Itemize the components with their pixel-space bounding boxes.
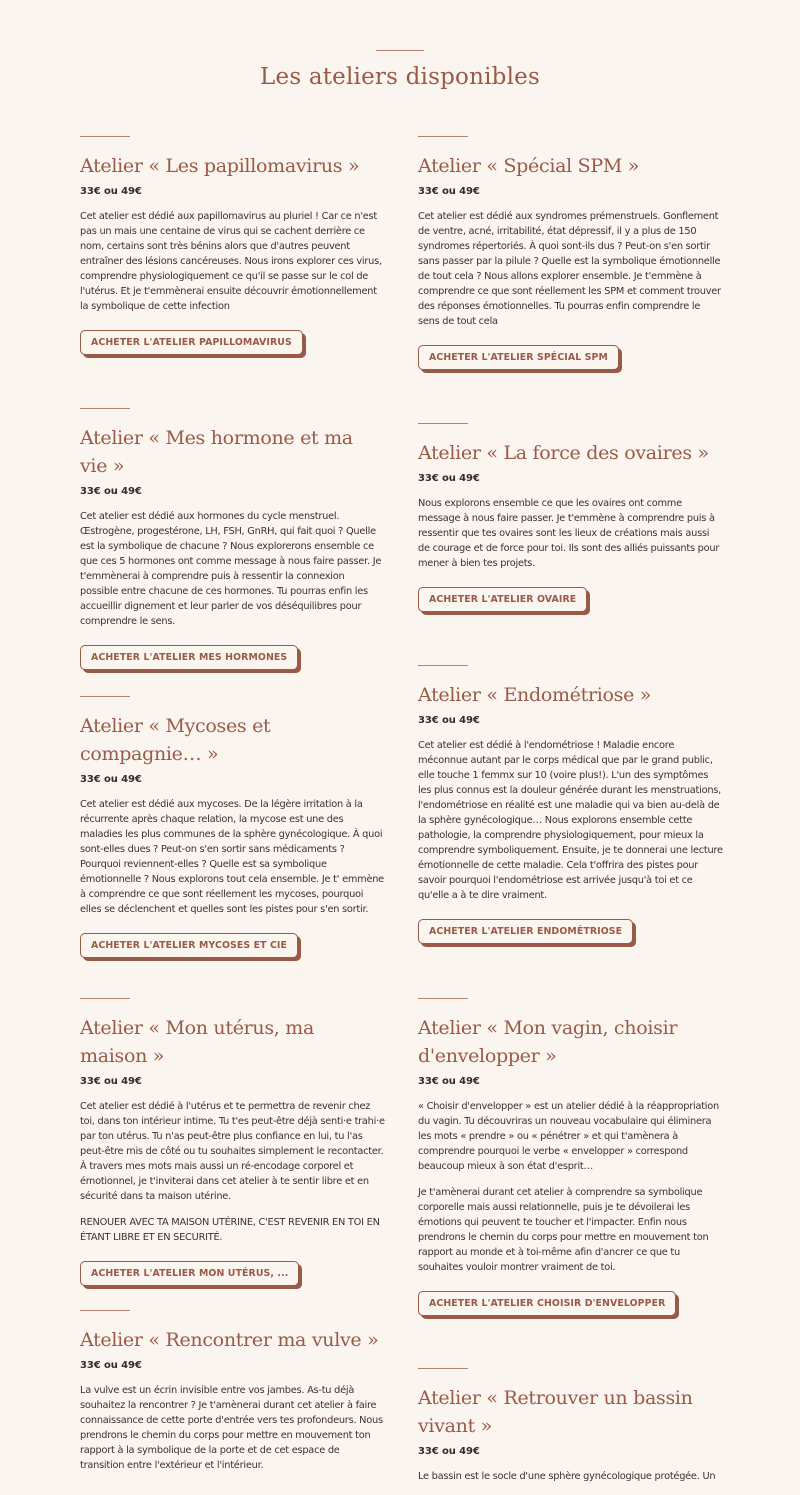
workshop-title: Atelier « Les papillomavirus » bbox=[80, 155, 360, 177]
buy-spm-button[interactable]: ACHETER L'ATELIER SPÉCIAL SPM bbox=[418, 345, 619, 370]
workshop-description: Cet atelier est dédié aux papillomavirus au pluriel ! Car ce n'est pas un mais une centaine de virus qui se cachent derrière ce nom, certains sont très bénins alors que d'autres peuvent entraîner des lésions cancéreuses. Nous irons explorer ces virus, comprendre physiologiquement ce qu'il se passe sur le col de l'utérus. Et je t'emmènerai ensuite découvrir émotionnellement la symbolique de cette infection bbox=[80, 211, 382, 312]
workshop-price: 33€ ou 49€ bbox=[80, 186, 142, 197]
workshop-title: Atelier « Mycoses et compagnie… » bbox=[80, 715, 271, 765]
workshop-price: 33€ ou 49€ bbox=[80, 486, 142, 497]
buy-uterus-button[interactable]: ACHETER L'ATELIER MON UTÉRUS, ... bbox=[80, 1261, 299, 1286]
workshop-price: 33€ ou 49€ bbox=[418, 1446, 480, 1457]
workshop-description-2: Je t'amènerai durant cet atelier à comprendre sa symbolique corporelle mais aussi relationnelle, puis je te dévoilerai les émotions qui peuvent te toucher et l'impacter. Enfin nous prendrons le chemin du corps pour mettre en mouvement ton rapport au monde et à toi-même afin d'ancrer ce que tu souhaites vouloir montrer vraiment de toi. bbox=[418, 1187, 709, 1273]
top-divider bbox=[376, 50, 424, 51]
card-divider bbox=[418, 136, 468, 137]
workshop-title: Atelier « Spécial SPM » bbox=[418, 155, 640, 177]
workshop-card-mycoses bbox=[80, 696, 385, 958]
workshop-price: 33€ ou 49€ bbox=[418, 1076, 480, 1087]
workshop-card-uterus bbox=[80, 998, 385, 1286]
workshop-card-vagin bbox=[418, 998, 723, 1316]
workshop-title: Atelier « La force des ovaires » bbox=[418, 442, 709, 464]
workshop-description: Cet atelier est dédié aux syndromes prémenstruels. Gonflement de ventre, acné, irritabilité, état dépressif, il y a plus de 150 syndromes répertoriés. À quoi sont-ils dus ? Peut-on s'en sortir sans passer par la pilule ? Quelle est la symbolique émotionnelle de tout cela ? Nous allons explorer ensemble. Je t'emmène à comprendre ce que sont réellement les SPM et comment trouver des réponses émotionnelles. Tu pourras enfin comprendre le sens de tout cela bbox=[418, 211, 721, 327]
workshop-card-papillomavirus bbox=[80, 136, 385, 355]
buy-endometriose-button[interactable]: ACHETER L'ATELIER ENDOMÉTRIOSE bbox=[418, 919, 633, 944]
workshop-card-hormones bbox=[80, 408, 385, 670]
card-divider bbox=[80, 696, 130, 697]
workshop-price: 33€ ou 49€ bbox=[80, 774, 142, 785]
workshop-description: Cet atelier est dédié à l'utérus et te permettra de revenir chez toi, dans ton intérieur intime. Tu t'es peut-être déjà senti·e trahi·e par ton utérus. Tu n'as peut-être plus confiance en lui, tu l'as peut-être mis de côté ou tu souhaites simplement le recontacter. À travers mes mots mais aussi un ré-encodage corporel et émotionnel, je t'inviterai dans cet atelier à te sentir libre et en sécurité dans ta maison utérine. bbox=[80, 1101, 385, 1202]
workshop-card-endometriose bbox=[418, 665, 723, 944]
workshop-title: Atelier « Mon vagin, choisir d'envelopper » bbox=[418, 1017, 678, 1067]
workshop-description: Le bassin est le socle d'une sphère gynécologique protégée. Un bbox=[418, 1471, 716, 1482]
workshop-card-ovaires bbox=[418, 423, 723, 612]
workshop-title: Atelier « Mon utérus, ma maison » bbox=[80, 1017, 315, 1067]
page-title: Les ateliers disponibles bbox=[260, 64, 540, 90]
card-divider bbox=[80, 998, 130, 999]
workshop-price: 33€ ou 49€ bbox=[80, 1360, 142, 1371]
workshop-price: 33€ ou 49€ bbox=[80, 1076, 142, 1087]
workshop-title: Atelier « Retrouver un bassin vivant » bbox=[418, 1387, 693, 1437]
workshop-price: 33€ ou 49€ bbox=[418, 186, 480, 197]
workshop-price: 33€ ou 49€ bbox=[418, 473, 480, 484]
workshop-card-spm bbox=[418, 136, 723, 370]
buy-ovaires-button[interactable]: ACHETER L'ATELIER OVAIRE bbox=[418, 587, 587, 612]
workshop-description: Nous explorons ensemble ce que les ovaires ont comme message à nous faire passer. Je t'emmène à comprendre puis à ressentir que tes ovaires sont les lieux de créations mais aussi de courage et de force pour toi. Ils sont des alliés puissants pour mener à bien tes projets. bbox=[418, 498, 720, 569]
workshop-description: Cet atelier est dédié aux mycoses. De la légère irritation à la récurrente après chaque relation, la mycose est une des maladies les plus communes de la sphère gynécologique. À quoi sont-elles dues ? Peut-on s'en sortir sans médicaments ? Pourquoi reviennent-elles ? Quelle est sa symbolique émotionnelle ? Nous explorons tout cela ensemble. Je t' emmène à comprendre ce que sont réellement les mycoses, pourquoi elles se déclenchent et quelles sont les pistes pour s'en sortir. bbox=[80, 799, 384, 915]
workshop-title: Atelier « Rencontrer ma vulve » bbox=[80, 1329, 379, 1351]
card-divider bbox=[418, 665, 468, 666]
buy-papillomavirus-button[interactable]: ACHETER L'ATELIER PAPILLOMAVIRUS bbox=[80, 330, 303, 355]
card-divider bbox=[80, 1310, 130, 1311]
card-divider bbox=[418, 1368, 468, 1369]
buy-vagin-button[interactable]: ACHETER L'ATELIER CHOISIR D'ENVELOPPER bbox=[418, 1291, 676, 1316]
workshop-card-bassin bbox=[418, 1368, 723, 1495]
card-divider bbox=[80, 136, 130, 137]
buy-mycoses-button[interactable]: ACHETER L'ATELIER MYCOSES ET CIE bbox=[80, 933, 298, 958]
workshop-description: « Choisir d'envelopper » est un atelier dédié à la réappropriation du vagin. Tu découvriras un nouveau vocabulaire qui éliminera les mots « prendre » ou « pénétrer » et qui t'amènera à comprendre pourquoi le verbe « envelopper » correspond beaucoup mieux à son état d'esprit… bbox=[418, 1101, 719, 1172]
card-divider bbox=[418, 423, 468, 424]
workshop-title: Atelier « Mes hormone et ma vie » bbox=[80, 427, 353, 477]
workshop-description: La vulve est un écrin invisible entre vos jambes. As-tu déjà souhaitez la rencontrer ? Je t'amènerai durant cet atelier à faire connaissance de cette porte d'entrée vers tes profondeurs. Nous prendrons le chemin du corps pour mettre en mouvement ton rapport à la symbolique de la porte et de cet espace de transition entre l'extérieur et l'intérieur. bbox=[80, 1385, 383, 1471]
workshop-title: Atelier « Endométriose » bbox=[418, 684, 652, 706]
workshop-description: Cet atelier est dédié aux hormones du cycle menstruel. Œstrogène, progestérone, LH, FSH, GnRH, qui fait quoi ? Quelle est la symbolique de chacune ? Nous explorerons ensemble ce que ces 5 hormones ont comme message à nous faire passer. Je t'emmènerai à comprendre puis à ressentir la connexion possible entre chacune de ces hormones. Tu pourras enfin les accueillir dignement et leur parler de vos déséquilibres pour comprendre le sens. bbox=[80, 511, 382, 627]
workshop-description: Cet atelier est dédié à l'endométriose ! Maladie encore méconnue autant par le corps médical que par le grand public, elle touche 1 femmx sur 10 (voire plus!). L'un des symptômes les plus connus est la douleur générée durant les menstruations, l'endométriose en réalité est une maladie qui va bien au-delà de la sphère gynécologique… Nous explorons ensemble cette pathologie, la comprendre physiologiquement, pour mieux la comprendre symboliquement. Ensuite, je te donnerai une lecture émotionnelle de cette maladie. Cela t'offrira des pistes pour savoir pourquoi l'endométriose est arrivée jusqu'à toi et ce qu'elle a à te dire vraiment. bbox=[418, 740, 723, 901]
card-divider bbox=[418, 998, 468, 999]
workshop-price: 33€ ou 49€ bbox=[418, 715, 480, 726]
card-divider bbox=[80, 408, 130, 409]
workshop-card-vulve bbox=[80, 1310, 385, 1484]
workshop-motto: RENOUER AVEC TA MAISON UTÉRINE, C'EST REVENIR EN TOI EN ÉTANT LIBRE ET EN SECURITÉ. bbox=[80, 1217, 380, 1243]
buy-hormones-button[interactable]: ACHETER L'ATELIER MES HORMONES bbox=[80, 645, 298, 670]
